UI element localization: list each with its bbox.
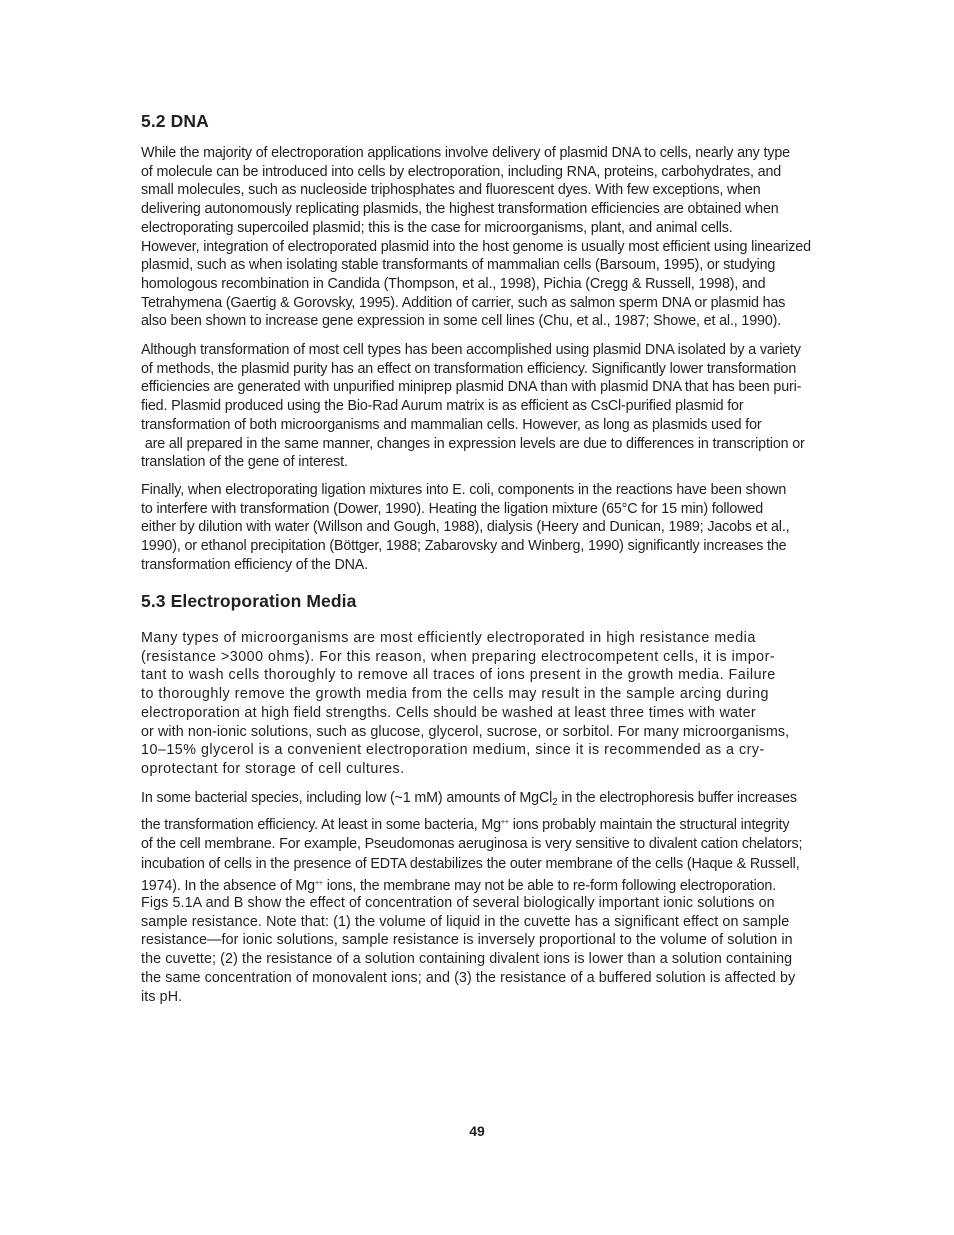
text-line: to thoroughly remove the growth media from the cells may result in the sample arcing during [141, 686, 769, 703]
text-line: Figs 5.1A and B show the effect of concentration of several biologically important ionic solutions on [141, 895, 775, 911]
superscript: ++ [314, 880, 323, 887]
text-fragment: 1974). In the absence of Mg [141, 878, 315, 894]
text-line: the same concentration of monovalent ions; and (3) the resistance of a buffered solution is affected by [141, 969, 796, 986]
text-line: electroporation at high field strengths. Cells should be washed at least three times with water [141, 704, 756, 721]
paragraph-dna-molecules [141, 144, 841, 331]
text-line: Finally, when electroporating ligation mixtures into E. coli, components in the reactions have been shown [141, 482, 787, 498]
text-line: tant to wash cells thoroughly to remove all traces of ions present in the growth media. Failure [141, 667, 776, 684]
text-line: the cuvette; (2) the resistance of a solution containing divalent ions is lower than a solution containing [141, 951, 793, 968]
text-line: However, integration of electroporated plasmid into the host genome is usually most efficient using linearized [141, 238, 811, 255]
text-fragment: ions, the membrane may not be able to re-form following electroporation. [322, 878, 777, 894]
text-line: homologous recombination in Candida (Thompson, et al., 1998), Pichia (Cregg & Russell, 1998), and [141, 275, 766, 292]
text-line: incubation of cells in the presence of EDTA destabilizes the outer membrane of the cells (Haque & Russell, [141, 855, 800, 872]
text-line: are all prepared in the same manner, changes in expression levels are due to differences in transcription or [141, 435, 805, 452]
text-line: resistance—for ionic solutions, sample resistance is inversely proportional to the volume of solution in [141, 932, 793, 949]
text-line: Tetrahymena (Gaertig & Gorovsky, 1995). Addition of carrier, such as salmon sperm DNA or plasmid has [141, 294, 786, 311]
text-line: While the majority of electroporation applications involve delivery of plasmid DNA to cells, nearly any type [141, 145, 790, 161]
text-fragment: the transformation efficiency. At least in some bacteria, Mg [141, 816, 501, 833]
text-line: of methods, the plasmid purity has an effect on transformation efficiency. Significantly lower transformation [141, 360, 797, 377]
subscript: 2 [552, 797, 558, 808]
text-line: plasmid, such as when isolating stable transformants of mammalian cells (Barsoum, 1995), or studying [141, 257, 776, 274]
text-line: to interfere with transformation (Dower, 1990). Heating the ligation mixture (65°C for 15 min) followed [141, 500, 764, 517]
paragraph-ligation-mixtures [141, 481, 841, 575]
text-line: 10–15% glycerol is a convenient electroporation medium, since it is recommended as a cry- [141, 742, 765, 759]
text-fragment: ions probably maintain the structural integrity [508, 816, 790, 833]
text-line: fied. Plasmid produced using the Bio-Rad Aurum matrix is as efficient as CsCl-purified plasmid for [141, 398, 744, 415]
text-line: transformation of both microorganisms and mammalian cells. However, as long as plasmids used for [141, 416, 762, 433]
text-line: sample resistance. Note that: (1) the volume of liquid in the cuvette has a significant effect on sample [141, 913, 790, 930]
paragraph-magnesium [141, 789, 841, 897]
paragraph-plasmid-purity [141, 341, 841, 472]
text-line: or with non-ionic solutions, such as glucose, glycerol, sucrose, or sorbitol. For many microorganisms, [141, 723, 790, 740]
text-line: transformation efficiency of the DNA. [141, 556, 369, 573]
page-number: 49 [469, 1123, 485, 1139]
text-line: of the cell membrane. For example, Pseudomonas aeruginosa is very sensitive to divalent cation chelators; [141, 836, 803, 852]
text-line: translation of the gene of interest. [141, 454, 348, 471]
text-line: Many types of microorganisms are most efficiently electroporated in high resistance media [141, 630, 756, 646]
paragraph-resistance-media [141, 629, 841, 779]
text-line: either by dilution with water (Willson and Gough, 1988), dialysis (Heery and Dunican, 1989; Jacobs et al., [141, 519, 790, 536]
text-line: 1990), or ethanol precipitation (Böttger, 1988; Zabarovsky and Winberg, 1990) significantly increases the [141, 538, 787, 555]
paragraph-figure-notes [141, 894, 841, 1006]
text-fragment: In some bacterial species, including low (~1 mM) amounts of MgCl [141, 790, 553, 806]
text-line [141, 878, 776, 894]
text-line: of molecule can be introduced into cells by electroporation, including RNA, proteins, carbohydrates, and [141, 163, 782, 180]
text-line: (resistance >3000 ohms). For this reason, when preparing electrocompetent cells, it is impor- [141, 648, 776, 665]
text-line: Although transformation of most cell types has been accomplished using plasmid DNA isolated by a variety [141, 342, 801, 358]
text-line: small molecules, such as nucleoside triphosphates and fluorescent dyes. With few exceptions, when [141, 182, 761, 199]
section-heading-media: 5.3 Electroporation Media [141, 591, 357, 611]
text-line: oprotectant for storage of cell cultures. [141, 760, 405, 777]
text-line: also been shown to increase gene expression in some cell lines (Chu, et al., 1987; Showe, et al., 1990). [141, 313, 782, 330]
text-line: delivering autonomously replicating plasmids, the highest transformation efficiencies are obtained when [141, 201, 779, 218]
text-line: efficiencies are generated with unpurified miniprep plasmid DNA than with plasmid DNA that has been puri- [141, 379, 802, 396]
superscript: ++ [500, 818, 509, 826]
text-line [141, 817, 789, 833]
text-fragment: in the electrophoresis buffer increases [557, 790, 797, 806]
text-line: electroporating supercoiled plasmid; this is the case for microorganisms, plant, and animal cells. [141, 219, 733, 236]
text-line: its pH. [141, 988, 183, 1005]
text-line [141, 790, 797, 806]
section-heading-dna: 5.2 DNA [141, 111, 209, 131]
